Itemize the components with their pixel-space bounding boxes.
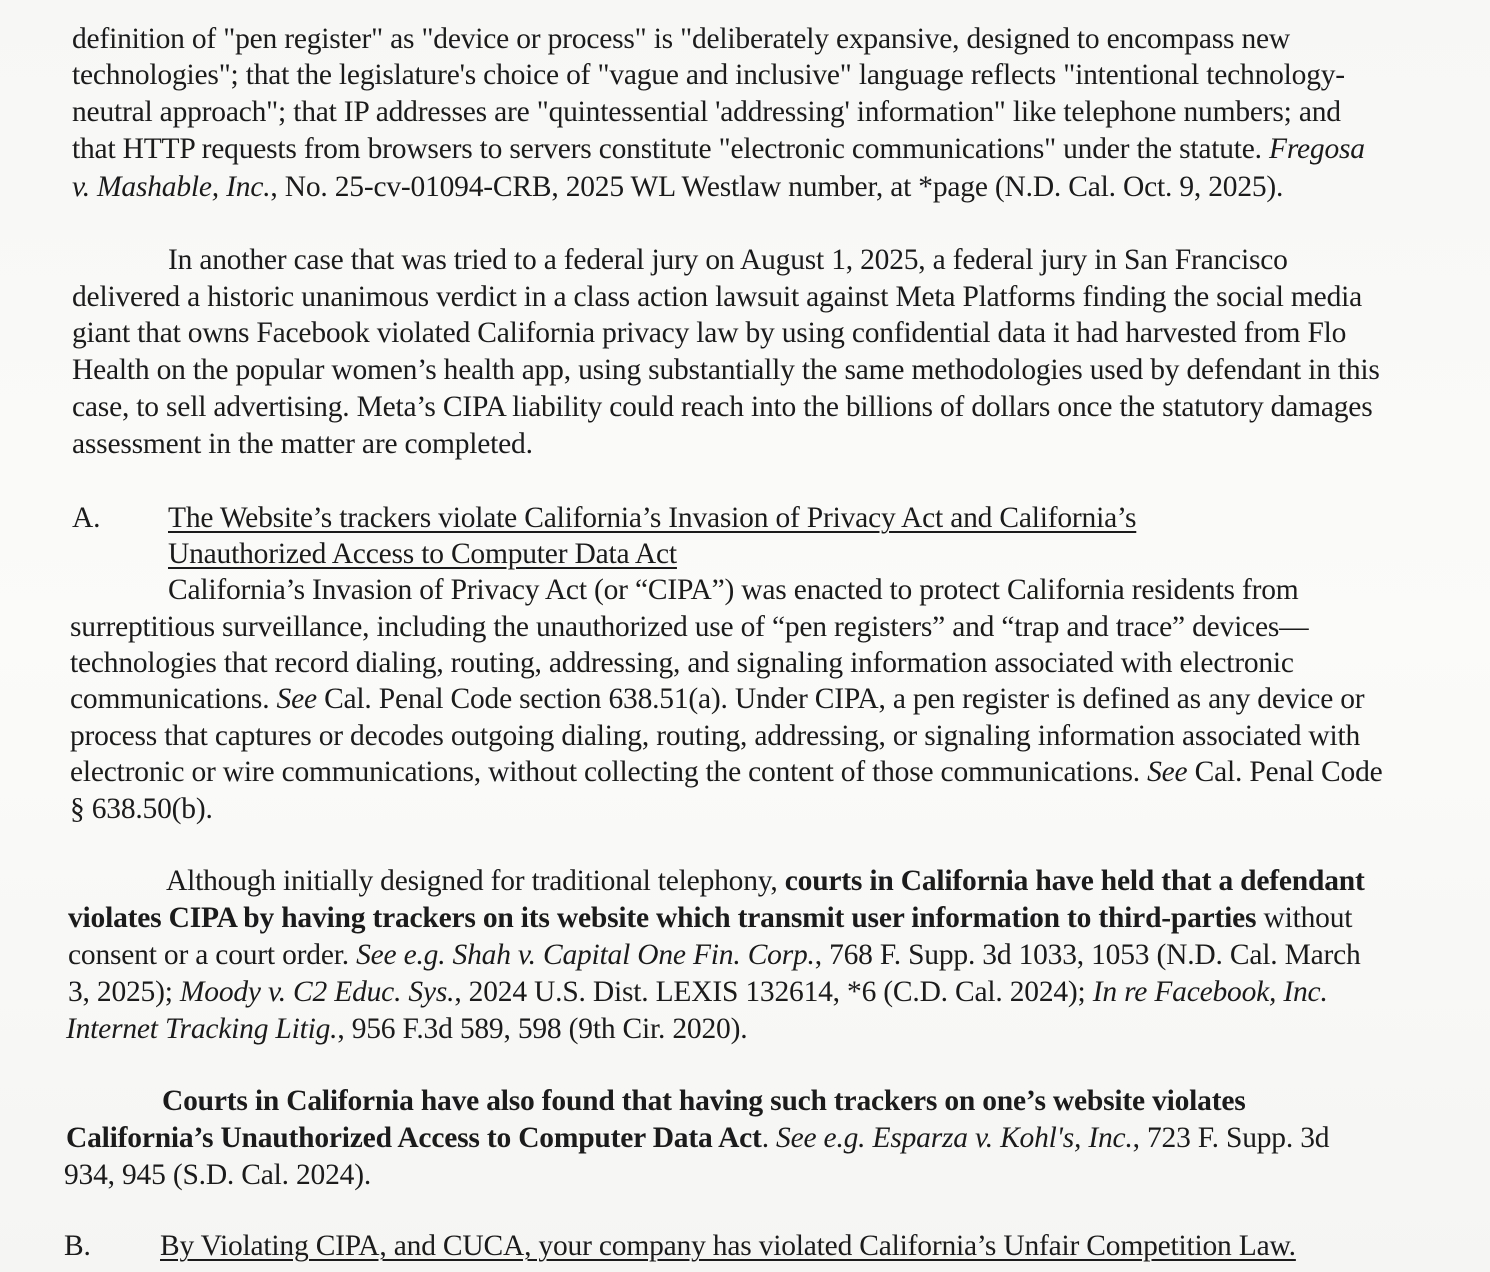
text-line: California’s Invasion of Privacy Act (or “CIPA”) was enacted to protect California residents from (168, 574, 1299, 606)
case-name: v. Mashable, Inc. (72, 171, 271, 203)
text-run: Cal. Penal Code (1187, 756, 1383, 788)
case-name: See e.g. Shah v. Capital One Fin. Corp. (356, 939, 815, 971)
case-name: Moody v. C2 Educ. Sys. (179, 976, 455, 1008)
case-name: In re Facebook, Inc. (1092, 976, 1328, 1008)
text-line: assessment in the matter are completed. (72, 428, 533, 460)
text-run: without (1256, 902, 1353, 934)
text-line: delivered a historic unanimous verdict in a class action lawsuit against Meta Platforms finding the social media (72, 281, 1363, 313)
text-run: electronic or wire communications, without collecting the content of those communications. (70, 756, 1148, 788)
text-line (68, 900, 1352, 936)
case-name: Fregosa (1269, 133, 1365, 165)
text-run: consent or a court order. (68, 939, 357, 971)
citation: , 956 F.3d 589, 598 (9th Cir. 2020). (337, 1013, 748, 1045)
text-line: technologies"; that the legislature's choice of "vague and inclusive" language reflects "intentional technology- (72, 59, 1345, 91)
citation: , 2024 U.S. Dist. LEXIS 132614, *6 (C.D. Cal. 2024); (454, 976, 1093, 1008)
text-line (66, 1011, 747, 1047)
text-line (72, 169, 1283, 205)
section-heading: By Violating CIPA, and CUCA, your company has violated California’s Unfair Competition Law. (160, 1230, 1296, 1262)
text-line: technologies that record dialing, routing, addressing, and signaling information associated with electronic (70, 647, 1294, 679)
case-name: See e.g. Esparza v. Kohl's, Inc. (776, 1122, 1133, 1154)
text-run: Cal. Penal Code section 638.51(a). Under CIPA, a pen register is defined as any device or (316, 683, 1365, 715)
section-heading: Unauthorized Access to Computer Data Act (168, 538, 677, 570)
text-line: § 638.50(b). (70, 793, 213, 825)
text-line (166, 863, 1365, 899)
text-line: surreptitious surveillance, including the unauthorized use of “pen registers” and “trap and trace” devices— (70, 611, 1309, 643)
text-line: Courts in California have also found that having such trackers on one’s website violates (162, 1085, 1246, 1117)
section-label: A. (72, 502, 101, 534)
emphasis: California’s Unauthorized Access to Computer Data Act (66, 1122, 762, 1154)
citation: , No. 25-cv-01094-CRB, 2025 WL Westlaw number, at *page (N.D. Cal. Oct. 9, 2025). (270, 171, 1284, 203)
signal-see: See (1147, 756, 1188, 788)
text-run: communications. (70, 683, 277, 715)
text-run: . (761, 1122, 777, 1154)
citation: , 768 F. Supp. 3d 1033, 1053 (N.D. Cal. March (814, 939, 1361, 971)
text-line: In another case that was tried to a federal jury on August 1, 2025, a federal jury in San Francisco (168, 244, 1288, 276)
emphasis: courts in California have held that a defendant (784, 865, 1365, 897)
text-line: case, to sell advertising. Meta’s CIPA liability could reach into the billions of dollars once the statutory damages (72, 391, 1373, 423)
text-run: Although initially designed for traditional telephony, (166, 865, 785, 897)
text-line: Health on the popular women’s health app, using substantially the same methodologies used by defendant in this (72, 354, 1380, 386)
text-line: giant that owns Facebook violated California privacy law by using confidential data it had harvested from Flo (72, 317, 1347, 349)
text-line: neutral approach"; that IP addresses are "quintessential 'addressing' information" like telephone numbers; and (72, 96, 1341, 128)
text-line: process that captures or decodes outgoing dialing, routing, addressing, or signaling information associated with (70, 720, 1361, 752)
text-run: 3, 2025); (68, 976, 180, 1008)
citation: , 723 F. Supp. 3d (1132, 1122, 1330, 1154)
text-line (70, 754, 1383, 790)
text-line (68, 937, 1361, 973)
section-label: B. (64, 1230, 91, 1262)
signal-see: See (276, 683, 317, 715)
text-line: definition of "pen register" as "device or process" is "deliberately expansive, designed to encompass new (72, 23, 1291, 55)
text-run: that HTTP requests from browsers to servers constitute "electronic communications" under the statute. (72, 133, 1270, 165)
case-name: Internet Tracking Litig. (66, 1013, 338, 1045)
text-line (72, 131, 1365, 167)
text-line (68, 974, 1328, 1010)
text-line (66, 1120, 1329, 1156)
emphasis: violates CIPA by having trackers on its website which transmit user information to third-parties (68, 902, 1257, 934)
text-line: 934, 945 (S.D. Cal. 2024). (64, 1159, 371, 1191)
text-line (70, 681, 1364, 717)
section-heading: The Website’s trackers violate California’s Invasion of Privacy Act and California’s (168, 502, 1137, 534)
